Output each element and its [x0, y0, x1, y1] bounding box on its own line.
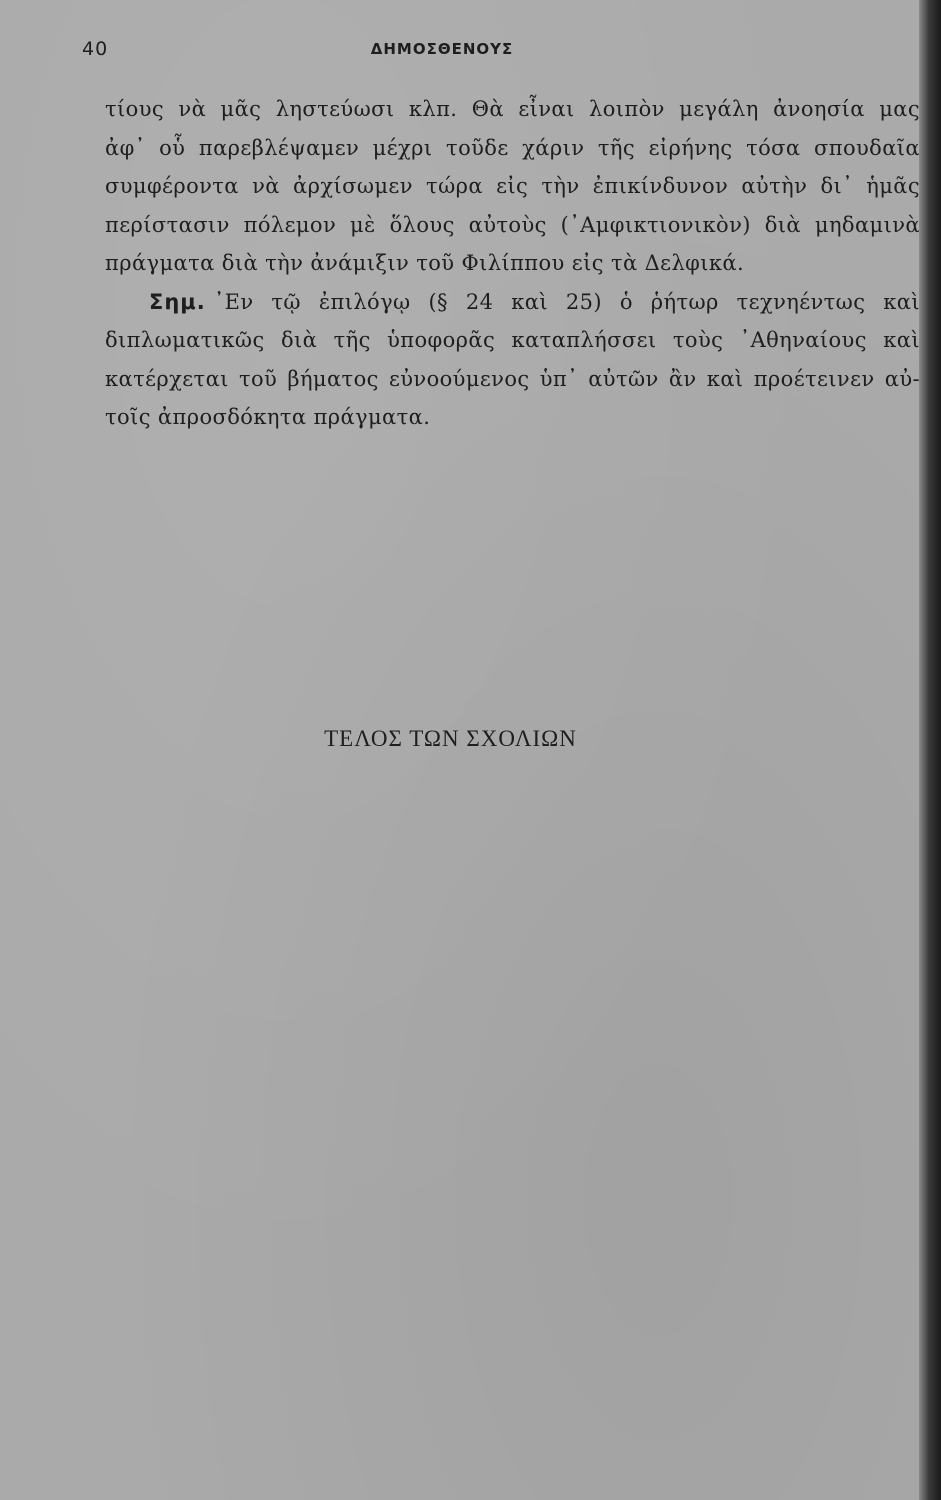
text-line: συμφέροντα νὰ ἀρχίσωμεν τώρα εἰς τὴν ἐπικίνδυνον αὐτὴν δι᾽ ἡμᾶς	[105, 174, 920, 198]
page-number: 40	[82, 38, 109, 60]
text-line: τίους νὰ μᾶς ληστεύωσι κλπ. Θὰ εἶναι λοιπὸν μεγάλη ἀνοησία μας	[105, 97, 920, 121]
running-head: ΔΗΜΟΣΘΕΝΟΥΣ	[370, 40, 514, 58]
note-first-line	[105, 283, 920, 322]
note-label: Σημ.	[149, 289, 206, 314]
body-text	[105, 90, 920, 437]
end-of-scholia-text: ΤΕΛΟΣ ΤΩΝ ΣΧΟΛΙΩΝ	[324, 726, 577, 751]
text-line: πράγματα διὰ τὴν ἀνάμιξιν τοῦ Φιλίππου εἰς τὰ Δελφικά.	[105, 251, 745, 275]
text-line: κατέρχεται τοῦ βήματος εὐνοούμενος ὑπ᾽ αὐτῶν ἂν καὶ προέτεινεν αὐ-	[105, 366, 920, 391]
text-line: ἀφ᾽ οὗ παρεβλέψαμεν μέχρι τοῦδε χάριν τῆς εἰρήνης τόσα σπουδαῖα	[105, 135, 920, 160]
end-of-scholia-heading	[0, 726, 941, 752]
text-line: τοῖς ἀπροσδόκητα πράγματα.	[105, 405, 431, 429]
note-first-line-text: ᾽Εν τῷ ἐπιλόγῳ (§ 24 καὶ 25) ὁ ῥήτωρ τεχνηέντως καὶ	[213, 289, 920, 314]
text-line: διπλωματικῶς διὰ τῆς ὑποφορᾶς καταπλήσσει τοὺς ᾽Αθηναίους καὶ	[105, 328, 920, 352]
text-line: περίστασιν πόλεμον μὲ ὅλους αὐτοὺς (᾽Αμφικτιονικὸν) διὰ μηδαμινὰ	[105, 212, 920, 237]
page-header	[82, 38, 802, 66]
